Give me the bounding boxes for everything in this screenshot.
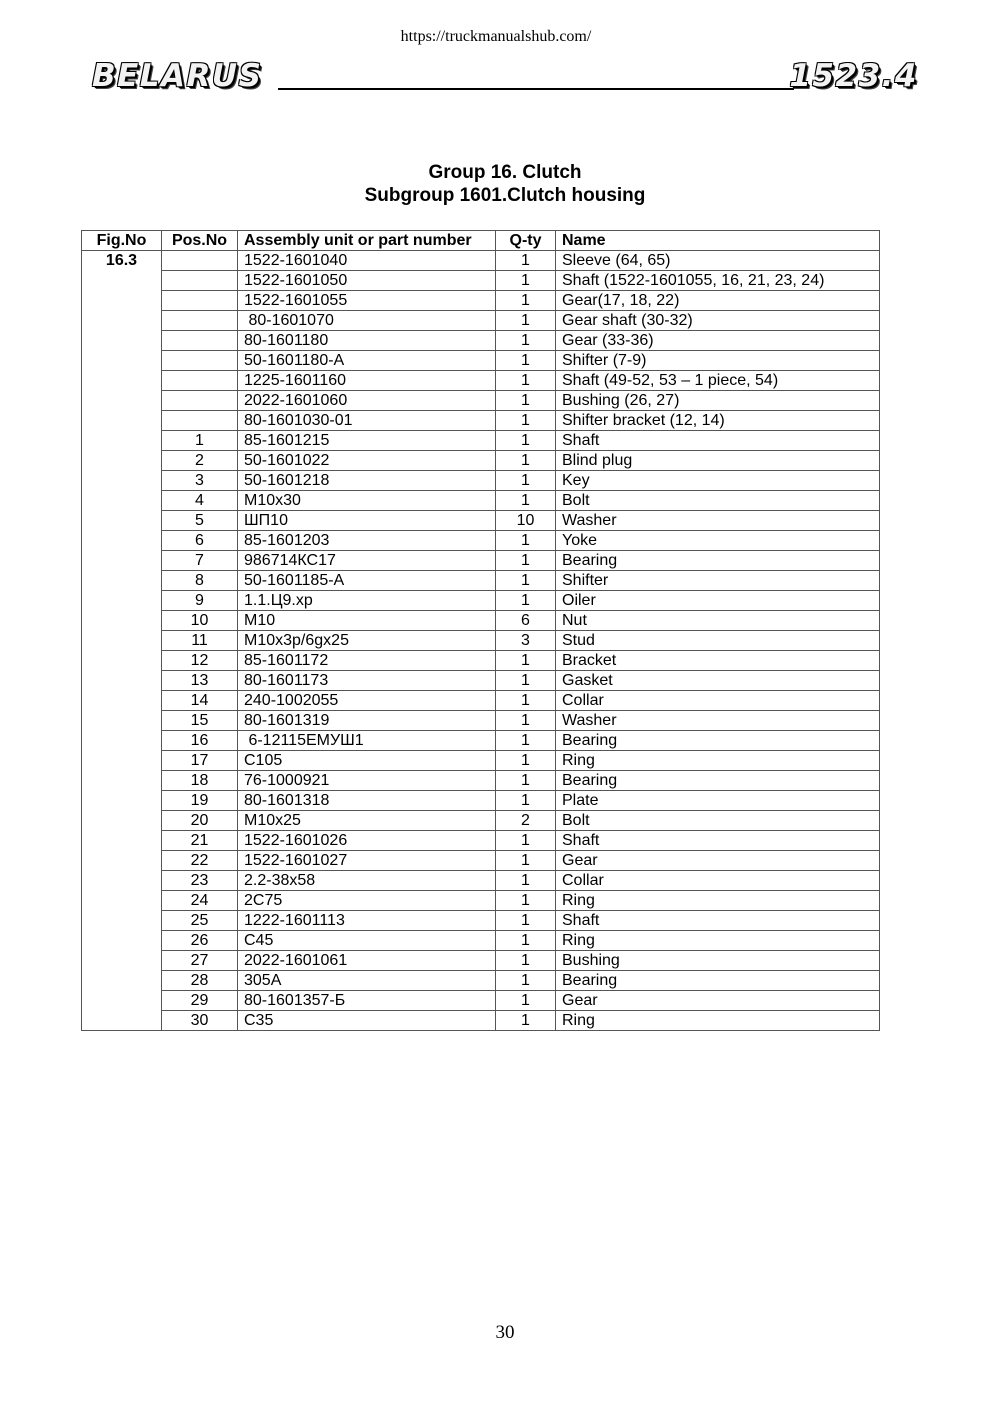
cell-part-number: M10x30 bbox=[238, 491, 496, 511]
cell-name: Bushing (26, 27) bbox=[556, 391, 880, 411]
cell-pos-no bbox=[162, 351, 238, 371]
cell-part-number: 2C75 bbox=[238, 891, 496, 911]
cell-fig-no bbox=[82, 491, 162, 511]
cell-name: Shaft bbox=[556, 431, 880, 451]
table-row bbox=[82, 311, 880, 331]
cell-qty: 1 bbox=[496, 271, 556, 291]
column-header-qty: Q-ty bbox=[496, 231, 556, 251]
cell-qty: 1 bbox=[496, 991, 556, 1011]
page-number: 30 bbox=[495, 1322, 515, 1343]
cell-fig-no bbox=[82, 471, 162, 491]
cell-part-number: 80-1601030-01 bbox=[238, 411, 496, 431]
cell-fig-no bbox=[82, 411, 162, 431]
cell-fig-no bbox=[82, 991, 162, 1011]
cell-part-number: 80-1601318 bbox=[238, 791, 496, 811]
cell-name: Plate bbox=[556, 791, 880, 811]
cell-qty: 1 bbox=[496, 851, 556, 871]
cell-part-number: C35 bbox=[238, 1011, 496, 1031]
cell-part-number: 76-1000921 bbox=[238, 771, 496, 791]
cell-pos-no: 19 bbox=[162, 791, 238, 811]
cell-pos-no: 27 bbox=[162, 951, 238, 971]
cell-name: Bearing bbox=[556, 971, 880, 991]
table-row bbox=[82, 551, 880, 571]
cell-qty: 10 bbox=[496, 511, 556, 531]
cell-qty: 1 bbox=[496, 331, 556, 351]
cell-fig-no bbox=[82, 931, 162, 951]
cell-pos-no bbox=[162, 331, 238, 351]
table-row bbox=[82, 851, 880, 871]
cell-name: Bushing bbox=[556, 951, 880, 971]
cell-fig-no bbox=[82, 671, 162, 691]
cell-pos-no bbox=[162, 251, 238, 271]
cell-qty: 1 bbox=[496, 911, 556, 931]
cell-qty: 1 bbox=[496, 351, 556, 371]
table-row bbox=[82, 671, 880, 691]
cell-name: Collar bbox=[556, 691, 880, 711]
cell-fig-no bbox=[82, 531, 162, 551]
cell-fig-no bbox=[82, 351, 162, 371]
cell-fig-no bbox=[82, 451, 162, 471]
cell-qty: 1 bbox=[496, 311, 556, 331]
cell-pos-no: 9 bbox=[162, 591, 238, 611]
cell-fig-no bbox=[82, 831, 162, 851]
cell-pos-no: 16 bbox=[162, 731, 238, 751]
cell-pos-no: 7 bbox=[162, 551, 238, 571]
cell-name: Bolt bbox=[556, 491, 880, 511]
cell-fig-no bbox=[82, 771, 162, 791]
table-row bbox=[82, 1011, 880, 1031]
cell-pos-no: 25 bbox=[162, 911, 238, 931]
table-row bbox=[82, 571, 880, 591]
cell-fig-no bbox=[82, 711, 162, 731]
column-header-pos-no: Pos.No bbox=[162, 231, 238, 251]
table-row bbox=[82, 791, 880, 811]
cell-qty: 1 bbox=[496, 971, 556, 991]
cell-pos-no: 1 bbox=[162, 431, 238, 451]
cell-fig-no bbox=[82, 431, 162, 451]
cell-part-number: 1522-1601055 bbox=[238, 291, 496, 311]
cell-fig-no: 16.3 bbox=[82, 251, 162, 271]
cell-part-number: 85-1601203 bbox=[238, 531, 496, 551]
cell-fig-no bbox=[82, 511, 162, 531]
cell-name: Gear shaft (30-32) bbox=[556, 311, 880, 331]
cell-part-number: C45 bbox=[238, 931, 496, 951]
cell-pos-no: 15 bbox=[162, 711, 238, 731]
cell-pos-no: 11 bbox=[162, 631, 238, 651]
cell-qty: 1 bbox=[496, 571, 556, 591]
cell-part-number: M10 bbox=[238, 611, 496, 631]
page-header bbox=[92, 58, 918, 98]
cell-fig-no bbox=[82, 891, 162, 911]
table-row bbox=[82, 891, 880, 911]
cell-pos-no bbox=[162, 391, 238, 411]
cell-qty: 1 bbox=[496, 251, 556, 271]
cell-part-number: 80-1601173 bbox=[238, 671, 496, 691]
cell-fig-no bbox=[82, 611, 162, 631]
cell-fig-no bbox=[82, 851, 162, 871]
cell-part-number: 50-1601022 bbox=[238, 451, 496, 471]
cell-name: Ring bbox=[556, 891, 880, 911]
cell-name: Stud bbox=[556, 631, 880, 651]
table-row bbox=[82, 831, 880, 851]
table-row bbox=[82, 931, 880, 951]
table-row bbox=[82, 491, 880, 511]
header-rule bbox=[278, 88, 794, 90]
table-row bbox=[82, 391, 880, 411]
subgroup-title: Subgroup 1601.Clutch housing bbox=[364, 185, 646, 206]
table-row bbox=[82, 691, 880, 711]
cell-pos-no: 26 bbox=[162, 931, 238, 951]
table-row bbox=[82, 651, 880, 671]
table-row bbox=[82, 631, 880, 651]
group-title: Group 16. Clutch bbox=[428, 162, 582, 183]
table-row bbox=[82, 971, 880, 991]
cell-name: Shifter (7-9) bbox=[556, 351, 880, 371]
brand-logo: BELARUS bbox=[92, 58, 263, 94]
cell-part-number: 1522-1601026 bbox=[238, 831, 496, 851]
cell-qty: 1 bbox=[496, 931, 556, 951]
cell-qty: 1 bbox=[496, 791, 556, 811]
cell-pos-no: 8 bbox=[162, 571, 238, 591]
table-row bbox=[82, 771, 880, 791]
model-logo: 1523.4 bbox=[789, 58, 918, 94]
cell-fig-no bbox=[82, 271, 162, 291]
table-row bbox=[82, 331, 880, 351]
cell-pos-no: 21 bbox=[162, 831, 238, 851]
cell-pos-no bbox=[162, 291, 238, 311]
cell-fig-no bbox=[82, 371, 162, 391]
parts-table-body bbox=[82, 251, 880, 1031]
cell-qty: 6 bbox=[496, 611, 556, 631]
cell-part-number: 1522-1601040 bbox=[238, 251, 496, 271]
cell-part-number: 1522-1601027 bbox=[238, 851, 496, 871]
cell-part-number: 1225-1601160 bbox=[238, 371, 496, 391]
cell-part-number: C105 bbox=[238, 751, 496, 771]
cell-pos-no: 17 bbox=[162, 751, 238, 771]
cell-fig-no bbox=[82, 691, 162, 711]
cell-part-number: 305A bbox=[238, 971, 496, 991]
cell-pos-no bbox=[162, 411, 238, 431]
cell-part-number: 1522-1601050 bbox=[238, 271, 496, 291]
table-row bbox=[82, 611, 880, 631]
table-row bbox=[82, 471, 880, 491]
cell-fig-no bbox=[82, 651, 162, 671]
cell-qty: 1 bbox=[496, 731, 556, 751]
cell-part-number: M10x3p/6gx25 bbox=[238, 631, 496, 651]
cell-name: Shifter bracket (12, 14) bbox=[556, 411, 880, 431]
cell-pos-no: 30 bbox=[162, 1011, 238, 1031]
cell-part-number: 2.2-38x58 bbox=[238, 871, 496, 891]
cell-name: Gear bbox=[556, 851, 880, 871]
cell-name: Bracket bbox=[556, 651, 880, 671]
cell-fig-no bbox=[82, 391, 162, 411]
column-header-part-number: Assembly unit or part number bbox=[238, 231, 496, 251]
cell-qty: 1 bbox=[496, 751, 556, 771]
table-row bbox=[82, 511, 880, 531]
cell-fig-no bbox=[82, 291, 162, 311]
cell-fig-no bbox=[82, 971, 162, 991]
table-row bbox=[82, 911, 880, 931]
cell-part-number: 80-1601319 bbox=[238, 711, 496, 731]
cell-pos-no: 6 bbox=[162, 531, 238, 551]
cell-qty: 1 bbox=[496, 891, 556, 911]
cell-qty: 1 bbox=[496, 471, 556, 491]
cell-pos-no: 22 bbox=[162, 851, 238, 871]
cell-fig-no bbox=[82, 571, 162, 591]
cell-name: Shaft bbox=[556, 911, 880, 931]
cell-part-number: 1222-1601113 bbox=[238, 911, 496, 931]
cell-fig-no bbox=[82, 631, 162, 651]
column-header-fig-no: Fig.No bbox=[82, 231, 162, 251]
cell-name: Shaft (49-52, 53 – 1 piece, 54) bbox=[556, 371, 880, 391]
column-header-name: Name bbox=[556, 231, 880, 251]
cell-qty: 1 bbox=[496, 591, 556, 611]
cell-name: Gear (33-36) bbox=[556, 331, 880, 351]
cell-name: Bearing bbox=[556, 731, 880, 751]
cell-name: Ring bbox=[556, 1011, 880, 1031]
table-row bbox=[82, 811, 880, 831]
cell-fig-no bbox=[82, 1011, 162, 1031]
cell-part-number: 50-1601185-A bbox=[238, 571, 496, 591]
cell-fig-no bbox=[82, 331, 162, 351]
cell-pos-no: 2 bbox=[162, 451, 238, 471]
cell-pos-no: 13 bbox=[162, 671, 238, 691]
cell-qty: 1 bbox=[496, 711, 556, 731]
cell-pos-no: 20 bbox=[162, 811, 238, 831]
cell-qty: 1 bbox=[496, 871, 556, 891]
cell-part-number: 80-1601357-Б bbox=[238, 991, 496, 1011]
table-row bbox=[82, 451, 880, 471]
cell-part-number: 85-1601172 bbox=[238, 651, 496, 671]
cell-fig-no bbox=[82, 871, 162, 891]
cell-fig-no bbox=[82, 751, 162, 771]
table-header-row bbox=[82, 231, 880, 251]
cell-part-number: 2022-1601061 bbox=[238, 951, 496, 971]
cell-name: Washer bbox=[556, 711, 880, 731]
cell-name: Shaft bbox=[556, 831, 880, 851]
cell-name: Collar bbox=[556, 871, 880, 891]
cell-name: Oiler bbox=[556, 591, 880, 611]
cell-qty: 1 bbox=[496, 371, 556, 391]
cell-qty: 1 bbox=[496, 291, 556, 311]
cell-part-number: 6-12115ЕМУШ1 bbox=[238, 731, 496, 751]
cell-name: Bearing bbox=[556, 551, 880, 571]
cell-part-number: 50-1601180-A bbox=[238, 351, 496, 371]
cell-qty: 1 bbox=[496, 431, 556, 451]
cell-fig-no bbox=[82, 731, 162, 751]
cell-qty: 1 bbox=[496, 391, 556, 411]
cell-name: Blind plug bbox=[556, 451, 880, 471]
table-row bbox=[82, 351, 880, 371]
cell-pos-no: 29 bbox=[162, 991, 238, 1011]
cell-qty: 1 bbox=[496, 671, 556, 691]
cell-fig-no bbox=[82, 911, 162, 931]
cell-fig-no bbox=[82, 791, 162, 811]
cell-pos-no: 5 bbox=[162, 511, 238, 531]
cell-name: Shifter bbox=[556, 571, 880, 591]
table-row bbox=[82, 991, 880, 1011]
cell-fig-no bbox=[82, 591, 162, 611]
cell-part-number: 85-1601215 bbox=[238, 431, 496, 451]
cell-part-number: 986714КС17 bbox=[238, 551, 496, 571]
cell-name: Washer bbox=[556, 511, 880, 531]
cell-part-number: 50-1601218 bbox=[238, 471, 496, 491]
cell-pos-no: 28 bbox=[162, 971, 238, 991]
cell-pos-no: 24 bbox=[162, 891, 238, 911]
cell-name: Ring bbox=[556, 931, 880, 951]
cell-qty: 1 bbox=[496, 531, 556, 551]
table-row bbox=[82, 731, 880, 751]
cell-part-number: 80-1601070 bbox=[238, 311, 496, 331]
cell-pos-no bbox=[162, 271, 238, 291]
cell-pos-no: 23 bbox=[162, 871, 238, 891]
cell-pos-no: 18 bbox=[162, 771, 238, 791]
cell-pos-no: 12 bbox=[162, 651, 238, 671]
cell-qty: 1 bbox=[496, 771, 556, 791]
cell-qty: 1 bbox=[496, 411, 556, 431]
cell-qty: 2 bbox=[496, 811, 556, 831]
table-row bbox=[82, 711, 880, 731]
table-row bbox=[82, 251, 880, 271]
cell-qty: 1 bbox=[496, 491, 556, 511]
cell-qty: 1 bbox=[496, 831, 556, 851]
cell-name: Gear bbox=[556, 991, 880, 1011]
cell-part-number: 80-1601180 bbox=[238, 331, 496, 351]
cell-pos-no: 4 bbox=[162, 491, 238, 511]
cell-fig-no bbox=[82, 811, 162, 831]
parts-table bbox=[81, 230, 880, 1031]
cell-qty: 1 bbox=[496, 551, 556, 571]
table-row bbox=[82, 411, 880, 431]
cell-pos-no bbox=[162, 371, 238, 391]
source-url: https://truckmanualshub.com/ bbox=[400, 28, 592, 45]
cell-qty: 1 bbox=[496, 451, 556, 471]
cell-name: Shaft (1522-1601055, 16, 21, 23, 24) bbox=[556, 271, 880, 291]
cell-qty: 1 bbox=[496, 951, 556, 971]
cell-qty: 1 bbox=[496, 691, 556, 711]
table-row bbox=[82, 871, 880, 891]
cell-name: Nut bbox=[556, 611, 880, 631]
cell-fig-no bbox=[82, 311, 162, 331]
cell-part-number: 240-1002055 bbox=[238, 691, 496, 711]
cell-name: Gear(17, 18, 22) bbox=[556, 291, 880, 311]
cell-qty: 1 bbox=[496, 651, 556, 671]
table-row bbox=[82, 271, 880, 291]
cell-part-number: 2022-1601060 bbox=[238, 391, 496, 411]
table-row bbox=[82, 291, 880, 311]
cell-name: Yoke bbox=[556, 531, 880, 551]
cell-pos-no: 14 bbox=[162, 691, 238, 711]
cell-pos-no bbox=[162, 311, 238, 331]
table-row bbox=[82, 751, 880, 771]
cell-part-number: 1.1.Ц9.хр bbox=[238, 591, 496, 611]
table-row bbox=[82, 531, 880, 551]
cell-name: Bearing bbox=[556, 771, 880, 791]
cell-name: Gasket bbox=[556, 671, 880, 691]
cell-part-number: ШП10 bbox=[238, 511, 496, 531]
table-row bbox=[82, 951, 880, 971]
cell-qty: 1 bbox=[496, 1011, 556, 1031]
section-title bbox=[0, 161, 992, 207]
cell-pos-no: 3 bbox=[162, 471, 238, 491]
table-row bbox=[82, 591, 880, 611]
cell-part-number: M10x25 bbox=[238, 811, 496, 831]
cell-fig-no bbox=[82, 551, 162, 571]
cell-fig-no bbox=[82, 951, 162, 971]
cell-qty: 3 bbox=[496, 631, 556, 651]
table-row bbox=[82, 431, 880, 451]
cell-name: Ring bbox=[556, 751, 880, 771]
cell-name: Key bbox=[556, 471, 880, 491]
cell-name: Sleeve (64, 65) bbox=[556, 251, 880, 271]
cell-pos-no: 10 bbox=[162, 611, 238, 631]
table-row bbox=[82, 371, 880, 391]
cell-name: Bolt bbox=[556, 811, 880, 831]
